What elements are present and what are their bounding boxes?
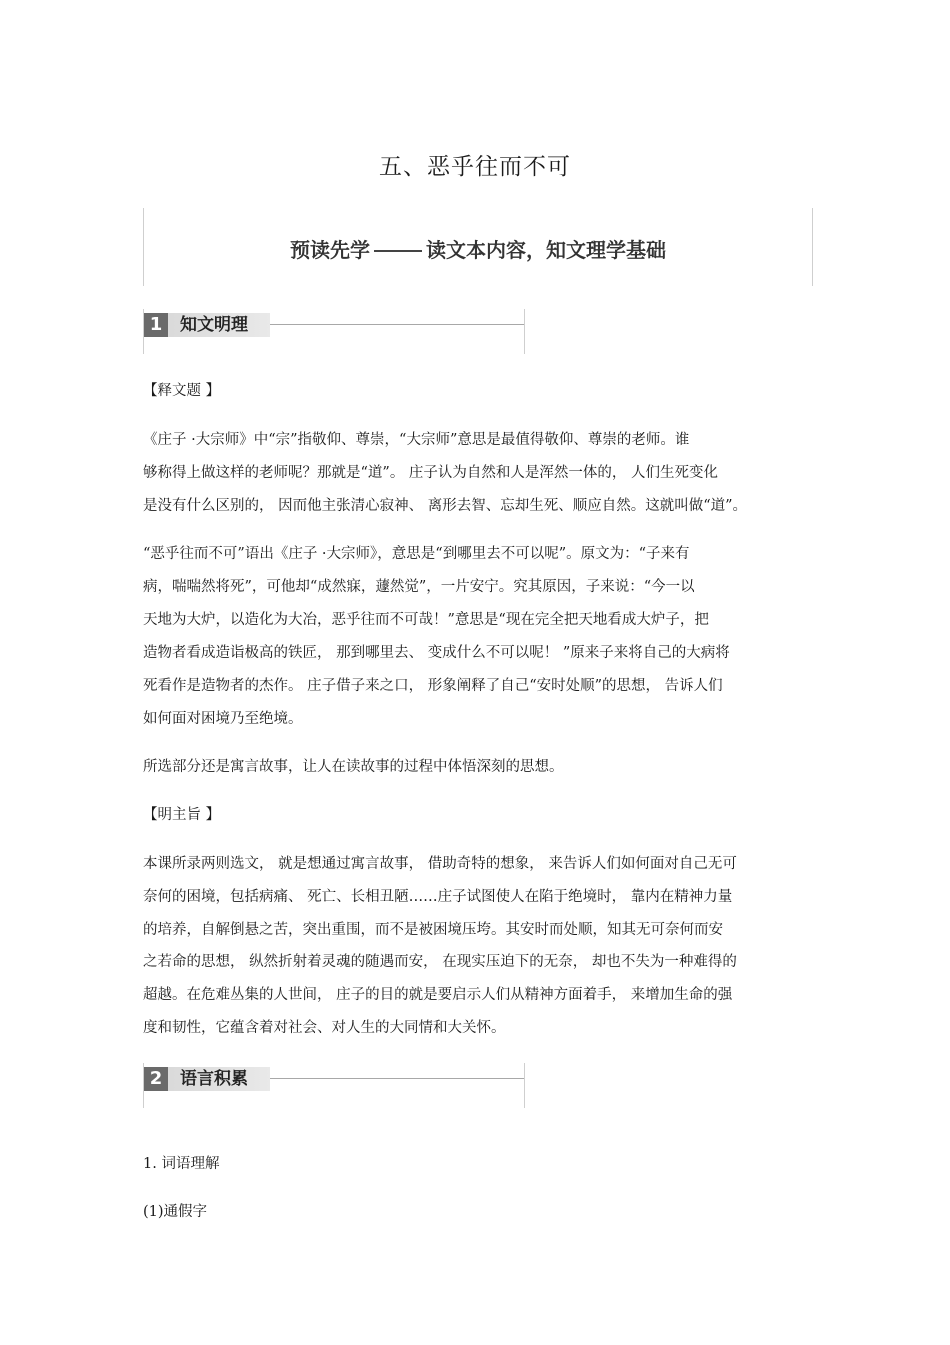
banner-right-text: 读文本内容，知文理学基础 [426,238,666,262]
paragraph-line: 够称得上做这样的老师呢？那就是“道”。 庄子认为自然和人是浑然一体的， 人们生死变化 [143,465,719,481]
banner-dash [374,250,422,252]
paragraph-line: 天地为大炉，以造化为大冶，恶乎往而不可哉！”意思是“现在完全把天地看成大炉子，把 [143,612,709,628]
paragraph-line: 死看作是造物者的杰作。 庄子借子来之口， 形象阐释了自己“安时处顺”的思想， 告诉人们 [143,678,723,694]
section-number: 1 [144,313,168,337]
list-item-tongjiazi: (1)通假字 [143,1204,208,1220]
paragraph-line: 本课所录两则选文， 就是想通过寓言故事， 借助奇特的想象， 来告诉人们如何面对自己无可 [143,856,737,872]
section-header-zhiwen [143,309,525,354]
section-label: 语言积累 [180,1069,248,1089]
list-item-ciyu: 1. 词语理解 [143,1156,220,1172]
paragraph-line: 如何面对困境乃至绝境。 [143,711,303,727]
paragraph-line: “恶乎往而不可”语出《庄子 ·大宗师》，意思是“到哪里去不可以呢”。原文为：“子来有 [143,546,690,562]
banner-heading [144,234,812,263]
paragraph-line: 所选部分还是寓言故事，让人在读故事的过程中体悟深刻的思想。 [143,759,564,775]
paragraph-line: 造物者看成造诣极高的铁匠， 那到哪里去、 变成什么不可以呢！ ”原来子来将自己的大病将 [143,645,730,661]
document-title: 五、恶乎往而不可 [379,154,571,180]
tag-mingzhuzhi: 【明主旨 】 [143,807,221,823]
paragraph-line: 病，喘喘然将死”，可他却“成然寐，蘧然觉”，一片安宁。究其原因，子来说：“今一以 [143,579,695,595]
paragraph-line: 的培养，自解倒悬之苦，突出重围，而不是被困境压垮。其安时而处顺，知其无可奈何而安 [143,922,723,938]
paragraph-line: 度和韧性，它蕴含着对社会、对人生的大同情和大关怀。 [143,1020,506,1036]
section-number: 2 [144,1067,168,1091]
section-label: 知文明理 [180,315,248,335]
paragraph-line: 奈何的困境，包括病痛、 死亡、长相丑陋……庄子试图使人在陷于绝境时， 靠内在精神力量 [143,889,733,905]
section-banner [143,208,813,286]
section-heading-block [144,1067,270,1091]
section-header-yuyan [143,1063,525,1108]
section-rule [270,1078,524,1079]
paragraph-line: 之若命的思想， 纵然折射着灵魂的随遇而安， 在现实压迫下的无奈， 却也不失为一种难得的 [143,954,737,970]
banner-left-text: 预读先学 [290,238,370,262]
section-heading-block [144,313,270,337]
section-rule [270,324,524,325]
tag-shiwenti: 【释文题 】 [143,383,221,399]
paragraph-line: 是没有什么区别的， 因而他主张清心寂神、 离形去智、忘却生死、顺应自然。这就叫做“道”。 [143,498,748,514]
paragraph-line: 《庄子 ·大宗师》中“宗”指敬仰、尊崇，“大宗师”意思是最值得敬仰、尊崇的老师。谁 [143,432,690,448]
paragraph-line: 超越。在危难丛集的人世间， 庄子的目的就是要启示人们从精神方面着手， 来增加生命的强 [143,987,733,1003]
